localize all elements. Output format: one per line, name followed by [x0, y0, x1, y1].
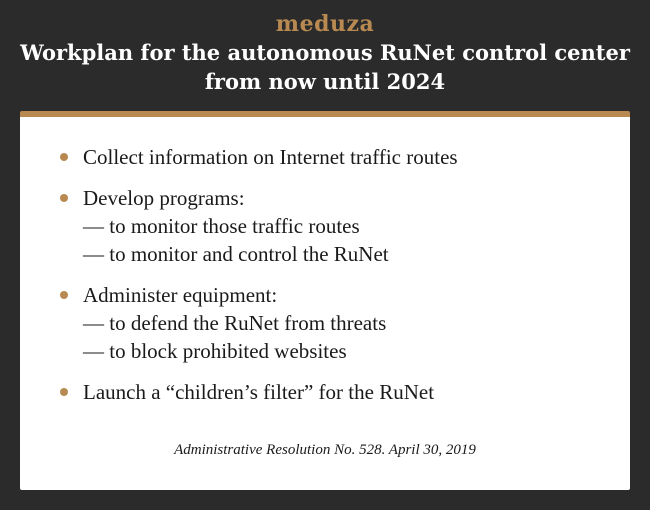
workplan-list [20, 143, 630, 419]
bullet-dot-icon [60, 153, 68, 161]
item-subline: — to monitor those traffic routes [83, 214, 360, 238]
list-item [20, 378, 630, 406]
bullet-dot-icon [60, 388, 68, 396]
item-subline: — to block prohibited websites [83, 339, 347, 363]
title-line-2: from now until 2024 [204, 69, 446, 94]
title-line-1: Workplan for the autonomous RuNet control center [20, 40, 630, 65]
bullet-dot-icon [60, 194, 68, 202]
item-line: Administer equipment: [83, 283, 278, 307]
item-line: Launch a “children’s filter” for the RuNet [83, 380, 435, 404]
page-title [0, 38, 650, 96]
bullet-dot-icon [60, 291, 68, 299]
workplan-card [20, 111, 630, 490]
item-line: Collect information on Internet traffic routes [83, 145, 458, 169]
meduza-logo: meduza [275, 11, 375, 37]
source-caption: Administrative Resolution No. 528. April 30, 2019 [174, 442, 476, 458]
list-item [20, 143, 630, 171]
item-subline: — to monitor and control the RuNet [83, 242, 389, 266]
item-line: Develop programs: [83, 186, 245, 210]
list-item [20, 281, 630, 365]
item-subline: — to defend the RuNet from threats [83, 311, 387, 335]
list-item [20, 184, 630, 268]
